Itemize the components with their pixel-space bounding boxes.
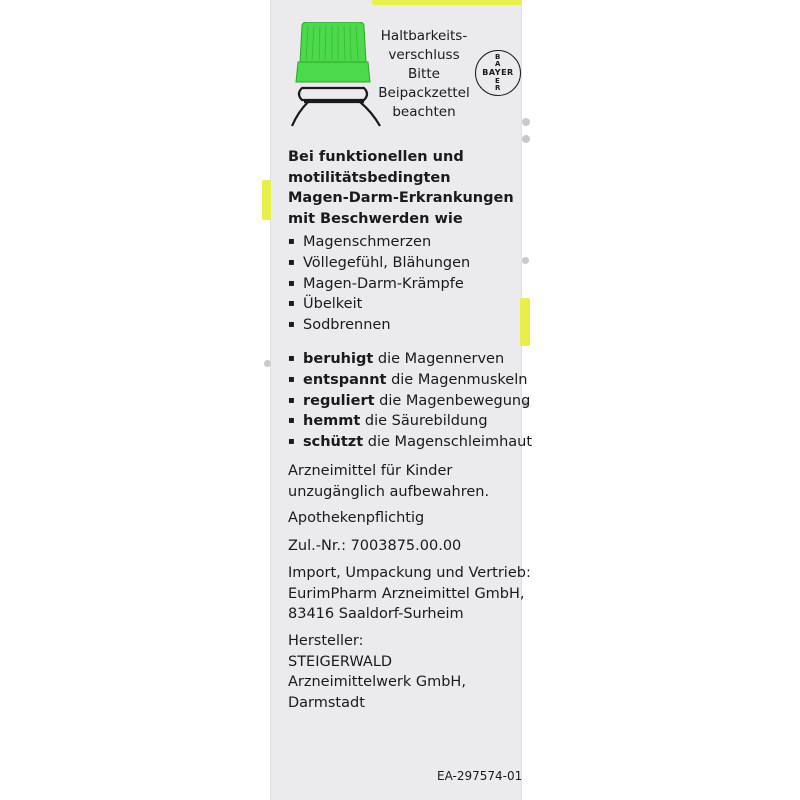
effect-text: die Magenschleimhaut [363, 434, 533, 451]
effect-list [288, 349, 532, 453]
effect-text: die Magennerven [373, 351, 505, 367]
symptom-item: ▪ Übelkeit [288, 294, 470, 315]
indication-heading-line: motilitätsbedingten [288, 169, 451, 186]
yellow-stripe [520, 298, 530, 346]
symptom-item: ▪ Völlegefühl, Blähungen [288, 253, 470, 274]
indication-heading [288, 147, 518, 229]
effect-item [288, 370, 532, 391]
manufacturer-info [288, 631, 466, 713]
effect-verb: entspannt [303, 371, 387, 388]
symptom-item: ▪ Magen-Darm-Krämpfe [288, 274, 470, 295]
pharmacy-only-note: Apothekenpflichtig [288, 510, 425, 526]
manufacturer-line: Hersteller: [288, 633, 364, 649]
cap-caption-line: beachten [392, 104, 456, 120]
decor-dot [522, 118, 530, 126]
registration-number: Zul.-Nr.: 7003875.00.00 [288, 538, 462, 554]
effect-item [288, 391, 532, 412]
decor-dot [522, 135, 530, 143]
effect-item [288, 432, 532, 453]
storage-note-line: Arzneimittel für Kinder [288, 463, 453, 479]
cap-caption [372, 27, 476, 122]
manufacturer-line: STEIGERWALD [288, 653, 393, 670]
effect-verb: schützt [303, 434, 364, 451]
yellow-stripe [372, 0, 522, 5]
bayer-logo-text: BAYER [482, 68, 514, 77]
symptom-item: ▪ Sodbrennen [288, 315, 470, 336]
indication-heading-line: Magen-Darm-Erkrankungen [288, 190, 514, 206]
cap-caption-line: Haltbarkeits- [380, 28, 468, 44]
effect-text: die Säurebildung [360, 413, 488, 430]
symptom-item: ▪ Magenschmerzen [288, 232, 470, 253]
effect-item [288, 411, 532, 432]
effect-verb: beruhigt [303, 351, 374, 367]
manufacturer-line: Arzneimittelwerk GmbH, [288, 674, 466, 690]
yellow-stripe [262, 180, 271, 220]
cap-caption-line: verschluss [388, 47, 460, 63]
importer-line: Import, Umpackung und Vertrieb: [288, 565, 531, 581]
indication-heading-line: mit Beschwerden wie [288, 210, 463, 227]
cap-caption-line: Beipackzettel [378, 85, 470, 101]
decor-dot [522, 257, 529, 264]
effect-verb: hemmt [303, 413, 361, 430]
cap-caption-line: Bitte [408, 66, 440, 82]
indication-heading-line: Bei funktionellen und [288, 149, 464, 165]
effect-verb: reguliert [303, 392, 375, 409]
manufacturer-line: Darmstadt [288, 694, 365, 711]
decor-dot [264, 360, 271, 367]
importer-info [288, 563, 531, 625]
symptom-list [288, 232, 470, 336]
effect-item [288, 349, 532, 370]
article-code: EA-297574-01 [437, 769, 523, 783]
effect-text: die Magenbewegung [374, 392, 531, 409]
storage-note [288, 461, 489, 502]
storage-note-line: unzugänglich aufbewahren. [288, 483, 490, 500]
bayer-logo: B A BAYER E R [475, 50, 521, 96]
importer-line: EurimPharm Arzneimittel GmbH, [288, 585, 525, 602]
effect-text: die Magenmuskeln [386, 371, 528, 388]
importer-line: 83416 Saaldorf-Surheim [288, 606, 464, 622]
